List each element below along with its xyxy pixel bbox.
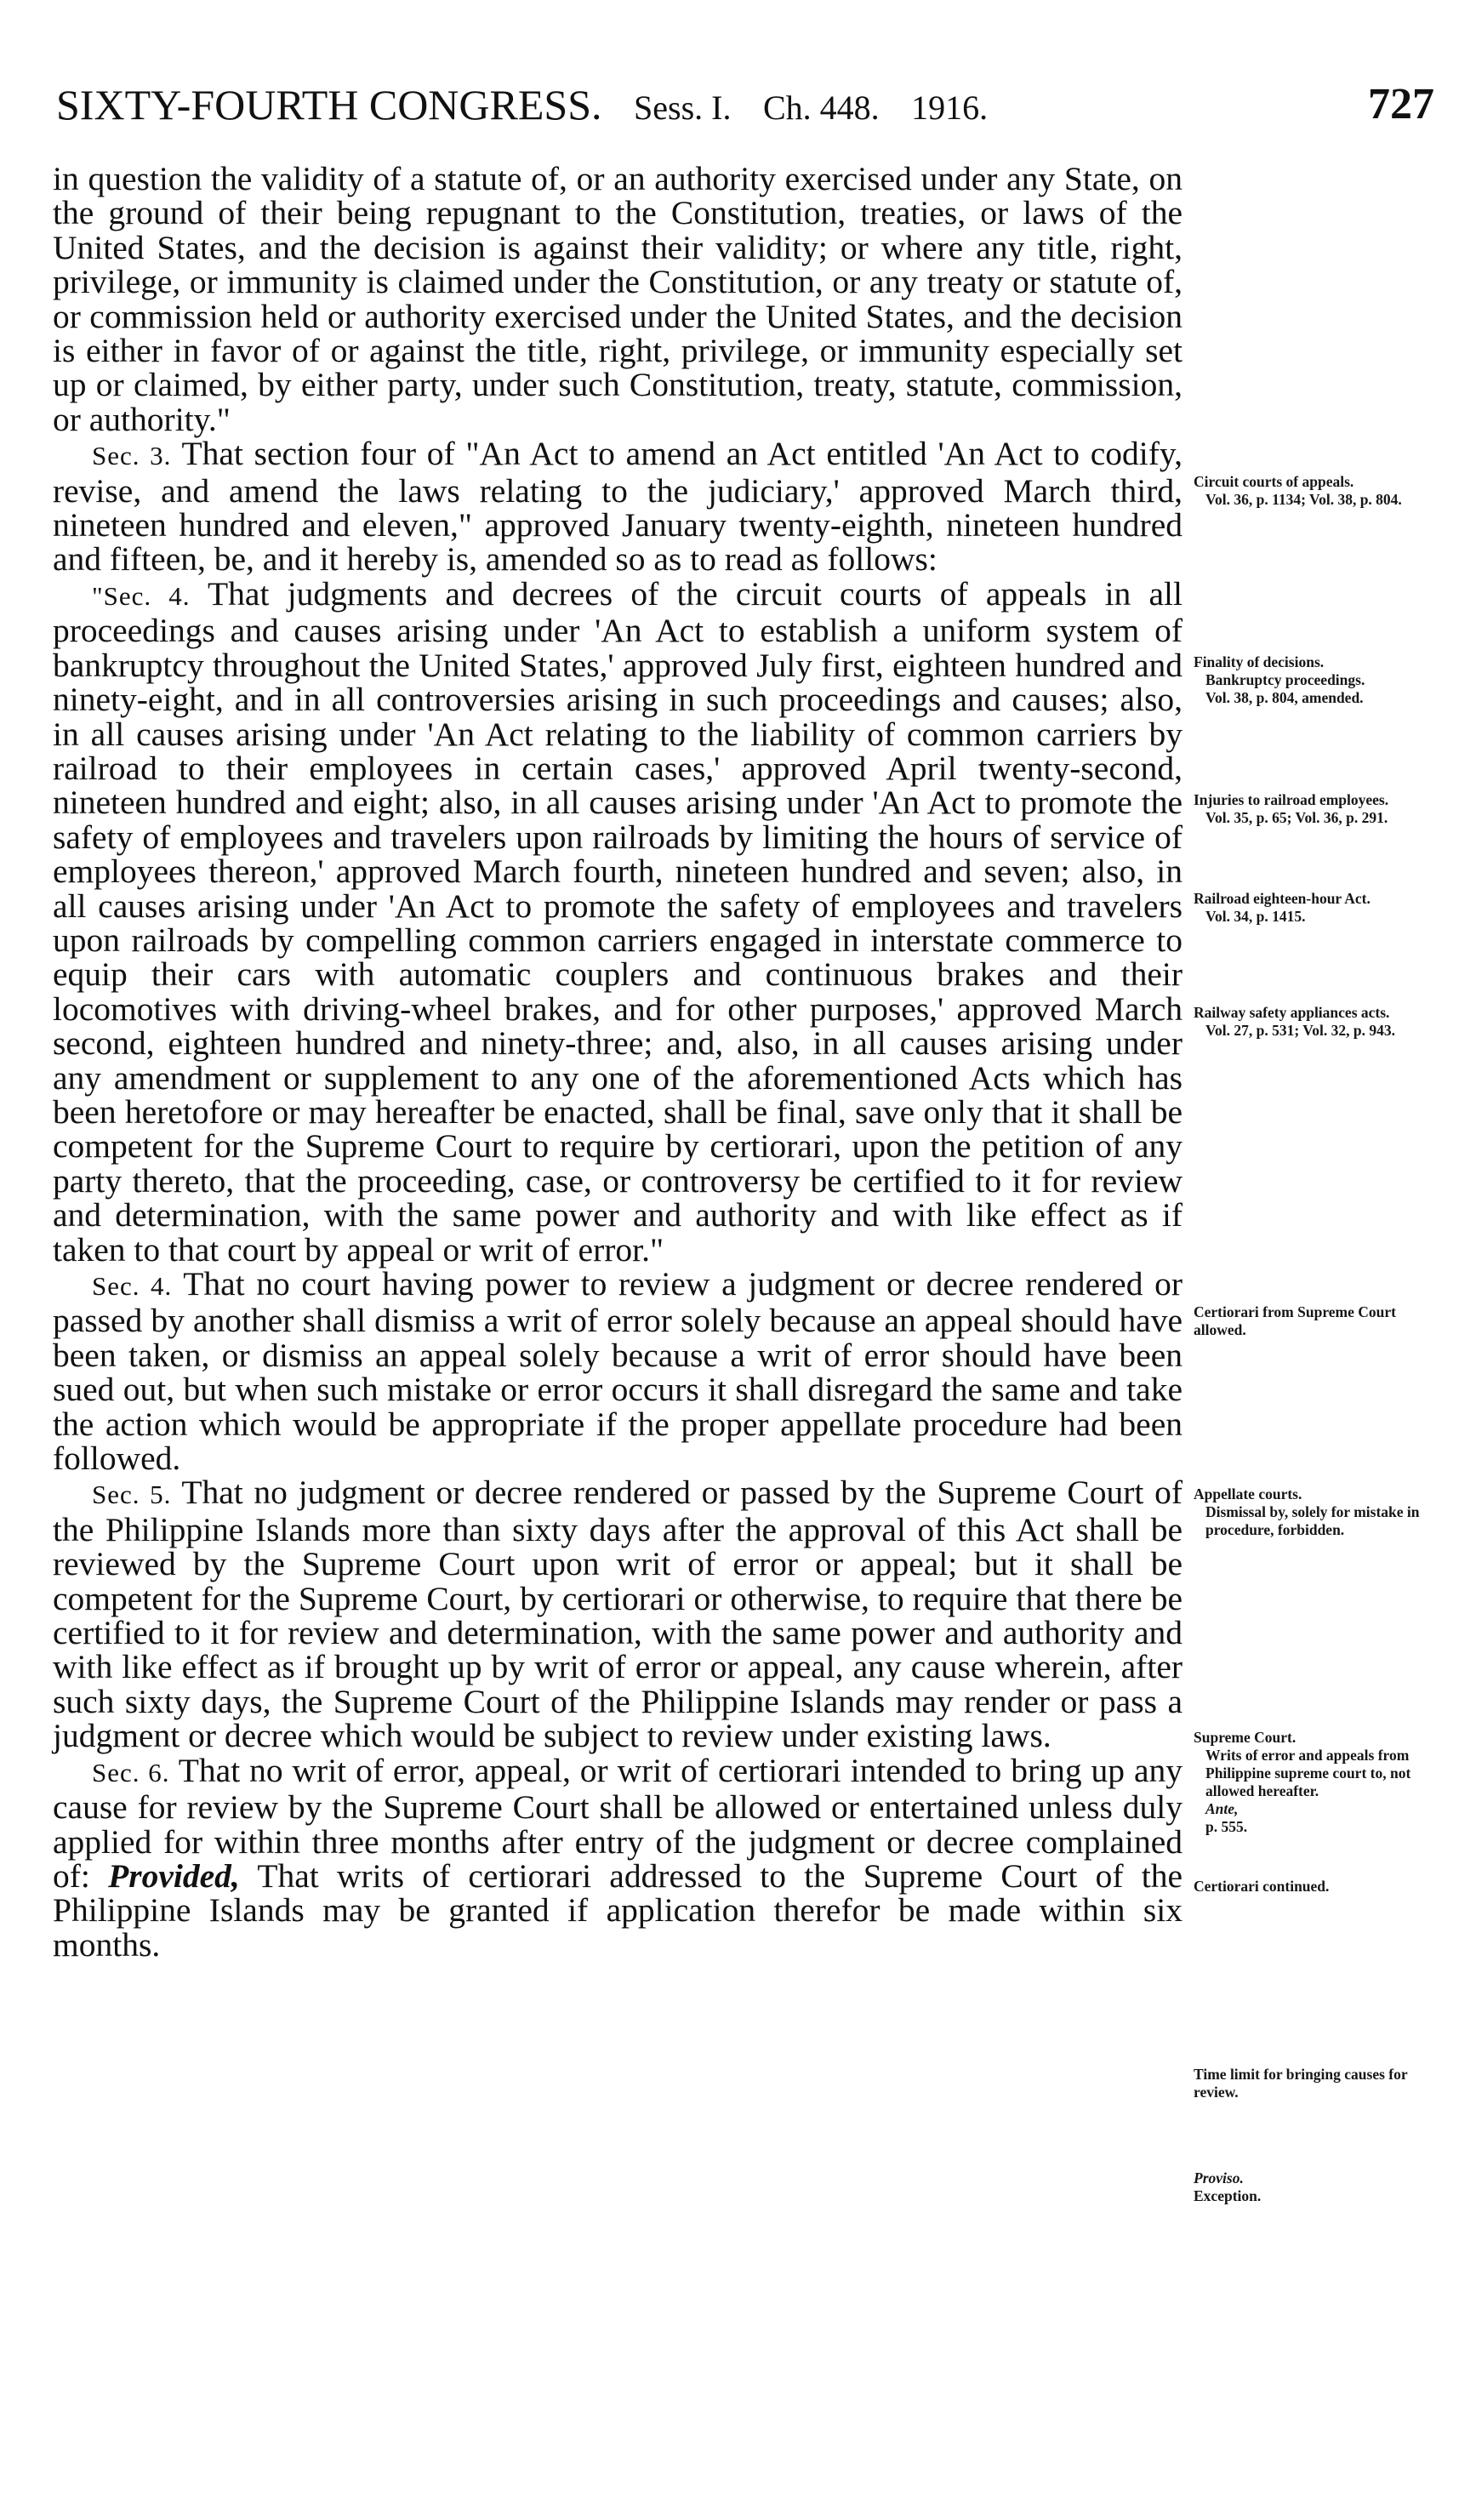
margin-note-citation — [1194, 1800, 1449, 1836]
margin-note-line: Exception. — [1194, 2187, 1262, 2204]
margin-note-line: Writs of error and appeals from Philippine supreme court to, not allowed hereafter. — [1205, 1747, 1411, 1799]
margin-note-citation: Vol. 36, p. 1134; Vol. 38, p. 804. — [1205, 491, 1402, 508]
statute-body — [53, 162, 1183, 1962]
section-3-text: That section four of "An Act to amend an Act entitled 'An Act to codify, revise, and amend the laws relating to the judiciary,' approved March third, nineteen hundred and eleven," approved January twenty-eighth, nineteen hundred and fifteen, be, and it hereby is, amended so as to read as follows: — [53, 435, 1183, 579]
margin-note-circuit-courts — [1194, 473, 1449, 509]
margin-note-line: Certiorari from Supreme Court allowed. — [1194, 1303, 1396, 1338]
margin-note-citation: Vol. 34, p. 1415. — [1205, 908, 1306, 925]
margin-note-citation: Vol. 35, p. 65; Vol. 36, p. 291. — [1205, 809, 1388, 826]
margin-note-line: Supreme Court. — [1194, 1729, 1296, 1746]
margin-note-line: Railway safety appliances acts. — [1194, 1004, 1390, 1021]
margin-note-line: Finality of decisions. — [1194, 653, 1325, 670]
margin-note-line: Bankruptcy proceedings. — [1205, 671, 1365, 688]
margin-note-certiorari — [1194, 1303, 1449, 1339]
section-6-text: That no writ of error, appeal, or writ of certiorari intended to bring up any cause for review by the Supreme Court shall be allowed or entertained unless duly applied for within three months after entry of the judgment or decree complained of: — [53, 1751, 1183, 1895]
margin-note-injuries — [1194, 791, 1449, 827]
page-header — [56, 75, 1434, 134]
section-6-proviso-text: That writs of certiorari addressed to the Supreme Court of the Philippine Islands may be granted if application therefor be made within six months. — [53, 1856, 1183, 1964]
continued-paragraph: in question the validity of a statute of, or an authority exercised under any State, on the ground of their being repugnant to the Constitution, treaties, or laws of the United States, and the decision is against their validity; or where any title, right, privilege, or immunity is claimed under the Constitution, or any treaty or statute of, or commission held or authority exercised under the United States, and the decision is either in favor of or against the title, right, privilege, or immunity especially set up or claimed, by either party, under such Constitution, treaty, statute, commission, or authority." — [53, 160, 1183, 438]
margin-note-safety — [1194, 1004, 1449, 1040]
margin-note-certiorari-continued — [1194, 1878, 1449, 1896]
section-6 — [53, 1753, 1183, 1962]
margin-note-railroad — [1194, 890, 1449, 926]
section-4 — [53, 1265, 1183, 1478]
proviso-word: Provided, — [108, 1856, 240, 1895]
chapter-label: Ch. 448. — [762, 88, 880, 127]
running-head — [56, 75, 988, 138]
margin-note-line: Proviso. — [1194, 2169, 1244, 2186]
section-3-label: Sec. 3. — [92, 441, 172, 471]
margin-note-line: Appellate courts. — [1194, 1485, 1302, 1502]
margin-note-line: Injuries to railroad employees. — [1194, 791, 1389, 808]
margin-note-line: Railroad eighteen-hour Act. — [1194, 890, 1371, 907]
ante-page: p. 555. — [1205, 1818, 1248, 1835]
margin-note-citation: Vol. 38, p. 804, amended. — [1205, 689, 1364, 706]
congress-title: SIXTY-FOURTH CONGRESS. — [56, 81, 602, 128]
page-number: 727 — [1368, 80, 1434, 128]
margin-note-line: Certiorari continued. — [1194, 1878, 1330, 1895]
margin-note-line: Circuit courts of appeals. — [1194, 473, 1354, 490]
margin-note-finality — [1194, 653, 1449, 707]
section-5-text: That no judgment or decree rendered or passed by the Supreme Court of the Philippine Islands more than sixty days after the approval of this Act shall be reviewed by the Supreme Court upon writ of error or appeal; but it shall be competent for the Supreme Court, by certiorari or otherwise, to require that there be certified to it for review and determination, with the same power and authority and with like effect as if brought up by writ of error or appeal, any cause wherein, after such sixty days, the Supreme Court of the Philippine Islands may render or pass a judgment or decree which would be subject to review under existing laws. — [53, 1474, 1183, 1755]
quoted-section-4-label: "Sec. 4. — [92, 580, 191, 611]
session-label: Sess. I. — [634, 88, 732, 127]
margin-note-proviso — [1194, 2169, 1449, 2205]
margin-note-supreme-court — [1194, 1729, 1449, 1836]
margin-note-citation: Vol. 27, p. 531; Vol. 32, p. 943. — [1205, 1022, 1396, 1039]
margin-note-line: Dismissal by, solely for mistake in procedure, forbidden. — [1205, 1503, 1420, 1538]
section-3 — [53, 436, 1183, 577]
ante-word: Ante, — [1205, 1800, 1239, 1817]
section-4-label: Sec. 4. — [92, 1271, 173, 1301]
margin-note-line: Time limit for bringing causes for review. — [1194, 2066, 1408, 2101]
quoted-section-4 — [53, 574, 1183, 1269]
section-4-text: That no court having power to review a judgment or decree rendered or passed by another shall dismiss a writ of error solely because an appeal should have been taken, or dismiss an appeal solely because a writ of error should have been sued out, but when such mistake or error occurs it shall disregard the same and take the action which would be appropriate if the proper appellate procedure had been followed. — [53, 1265, 1183, 1478]
margin-note-time-limit — [1194, 2066, 1449, 2101]
quoted-section-4-text: That judgments and decrees of the circuit courts of appeals in all proceedings and causes arising under 'An Act to establish a uniform system of bankruptcy throughout the United States,' approved July first, eighteen hundred and ninety-eight, and in all controversies arising in such proceedings and causes; also, in all causes arising under 'An Act relating to the liability of common carriers by railroad to their employees in certain cases,' approved April twenty-second, nineteen hundred and eight; also, in all causes arising under 'An Act to promote the safety of employees and travelers upon railroads by limiting the hours of service of employees thereon,' approved March fourth, nineteen hundred and seven; also, in all causes arising under 'An Act to promote the safety of employees and travelers upon railroads by compelling common carriers engaged in interstate commerce to equip their cars with automatic couplers and continuous brakes and their locomotives with driving-wheel brakes, and for other purposes,' approved March second, eighteen hundred and ninety-three; and, also, in all causes arising under any amendment or supplement to any one of the aforementioned Acts which has been heretofore or may hereafter be enacted, shall be final, save only that it shall be competent for the Supreme Court to require by certiorari, upon the petition of any party thereto, that the proceeding, case, or controversy be certified to it for review and determination, with the same power and authority and with like effect as if taken to that court by appeal or writ of error." — [53, 574, 1183, 1269]
section-5-label: Sec. 5. — [92, 1480, 172, 1510]
section-6-label: Sec. 6. — [92, 1757, 170, 1787]
year-label: 1916. — [911, 88, 989, 127]
section-5 — [53, 1475, 1183, 1753]
margin-note-appellate — [1194, 1485, 1449, 1539]
